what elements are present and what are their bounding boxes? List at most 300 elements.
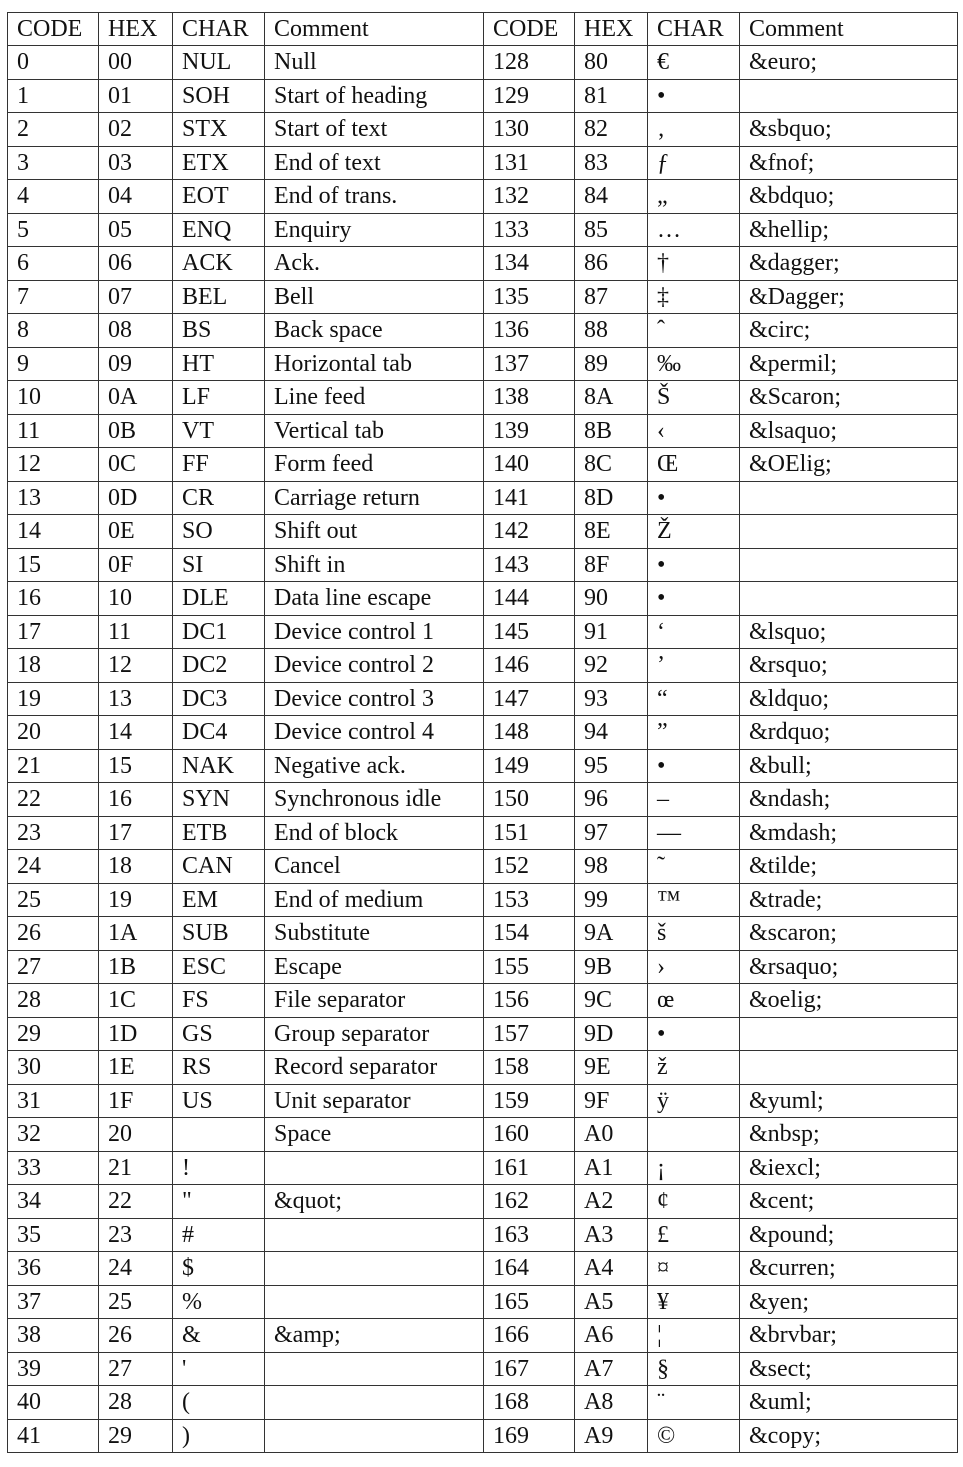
comment-cell: Null: [265, 46, 484, 80]
code-cell-ext: 166: [484, 1319, 575, 1353]
code-cell-ext: 163: [484, 1218, 575, 1252]
char-cell-ext: ›: [648, 950, 740, 984]
char-cell: DLE: [173, 582, 265, 616]
hex-cell-ext: 87: [575, 280, 648, 314]
table-row: [8, 146, 958, 180]
code-cell: 17: [8, 615, 99, 649]
header-comment: Comment: [265, 13, 484, 46]
comment-cell: [265, 1419, 484, 1453]
hex-cell: 0A: [99, 381, 173, 415]
comment-cell-ext: &rsquo;: [740, 649, 958, 683]
char-cell-ext: ¥: [648, 1285, 740, 1319]
hex-cell: 22: [99, 1185, 173, 1219]
code-cell: 15: [8, 548, 99, 582]
comment-cell-ext: &sbquo;: [740, 113, 958, 147]
code-cell-ext: 150: [484, 783, 575, 817]
hex-cell-ext: 9D: [575, 1017, 648, 1051]
comment-cell-ext: &fnof;: [740, 146, 958, 180]
code-cell: 26: [8, 917, 99, 951]
table-row: [8, 213, 958, 247]
code-cell-ext: 167: [484, 1352, 575, 1386]
hex-cell-ext: 8D: [575, 481, 648, 515]
hex-cell-ext: 80: [575, 46, 648, 80]
char-cell: BEL: [173, 280, 265, 314]
char-cell-ext: ¡: [648, 1151, 740, 1185]
hex-cell: 00: [99, 46, 173, 80]
table-row: [8, 481, 958, 515]
hex-cell: 08: [99, 314, 173, 348]
hex-cell: 0D: [99, 481, 173, 515]
code-cell: 41: [8, 1419, 99, 1453]
code-cell: 11: [8, 414, 99, 448]
char-cell: SI: [173, 548, 265, 582]
char-cell-ext: ˆ: [648, 314, 740, 348]
hex-cell: 28: [99, 1386, 173, 1420]
char-cell-ext: Ž: [648, 515, 740, 549]
hex-cell: 06: [99, 247, 173, 281]
hex-cell: 15: [99, 749, 173, 783]
table-row: [8, 280, 958, 314]
char-cell-ext: ¨: [648, 1386, 740, 1420]
hex-cell-ext: 8B: [575, 414, 648, 448]
hex-cell-ext: A8: [575, 1386, 648, 1420]
char-cell-ext: –: [648, 783, 740, 817]
header-comment-ext: Comment: [740, 13, 958, 46]
hex-cell-ext: 92: [575, 649, 648, 683]
comment-cell: Substitute: [265, 917, 484, 951]
comment-cell-ext: &permil;: [740, 347, 958, 381]
code-cell-ext: 155: [484, 950, 575, 984]
char-cell-ext: ¢: [648, 1185, 740, 1219]
char-cell: ): [173, 1419, 265, 1453]
hex-cell: 1F: [99, 1084, 173, 1118]
char-cell-ext: ‘: [648, 615, 740, 649]
table-row: [8, 1084, 958, 1118]
char-cell-ext: Š: [648, 381, 740, 415]
hex-cell: 10: [99, 582, 173, 616]
hex-cell: 14: [99, 716, 173, 750]
table-row: [8, 984, 958, 1018]
char-cell-ext: •: [648, 582, 740, 616]
code-cell: 30: [8, 1051, 99, 1085]
comment-cell: &quot;: [265, 1185, 484, 1219]
code-cell-ext: 137: [484, 347, 575, 381]
hex-cell: 29: [99, 1419, 173, 1453]
comment-cell: Device control 2: [265, 649, 484, 683]
code-cell: 33: [8, 1151, 99, 1185]
hex-cell-ext: A7: [575, 1352, 648, 1386]
hex-cell-ext: 9C: [575, 984, 648, 1018]
char-cell: SOH: [173, 79, 265, 113]
char-cell: FS: [173, 984, 265, 1018]
hex-cell-ext: A9: [575, 1419, 648, 1453]
hex-cell: 04: [99, 180, 173, 214]
char-cell-ext: •: [648, 548, 740, 582]
comment-cell-ext: &brvbar;: [740, 1319, 958, 1353]
hex-cell-ext: 9A: [575, 917, 648, 951]
comment-cell-ext: &scaron;: [740, 917, 958, 951]
hex-cell: 23: [99, 1218, 173, 1252]
code-cell: 37: [8, 1285, 99, 1319]
code-cell-ext: 161: [484, 1151, 575, 1185]
code-cell: 25: [8, 883, 99, 917]
code-cell-ext: 145: [484, 615, 575, 649]
code-cell-ext: 154: [484, 917, 575, 951]
comment-cell-ext: &rdquo;: [740, 716, 958, 750]
comment-cell-ext: [740, 515, 958, 549]
code-cell-ext: 151: [484, 816, 575, 850]
char-cell: SO: [173, 515, 265, 549]
hex-cell-ext: 9F: [575, 1084, 648, 1118]
char-cell: &: [173, 1319, 265, 1353]
hex-cell: 20: [99, 1118, 173, 1152]
comment-cell-ext: &dagger;: [740, 247, 958, 281]
code-cell: 21: [8, 749, 99, 783]
table-row: [8, 1218, 958, 1252]
char-cell: DC4: [173, 716, 265, 750]
comment-cell-ext: &ldquo;: [740, 682, 958, 716]
code-cell: 3: [8, 146, 99, 180]
char-cell: EOT: [173, 180, 265, 214]
table-row: [8, 180, 958, 214]
comment-cell: Data line escape: [265, 582, 484, 616]
code-cell: 23: [8, 816, 99, 850]
table-row: [8, 1419, 958, 1453]
table-row: [8, 1185, 958, 1219]
code-cell: 14: [8, 515, 99, 549]
hex-cell-ext: 84: [575, 180, 648, 214]
code-cell-ext: 164: [484, 1252, 575, 1286]
hex-cell-ext: 83: [575, 146, 648, 180]
table-row: [8, 682, 958, 716]
code-cell: 20: [8, 716, 99, 750]
char-cell-ext: Œ: [648, 448, 740, 482]
comment-cell-ext: &lsquo;: [740, 615, 958, 649]
code-cell: 32: [8, 1118, 99, 1152]
comment-cell-ext: &tilde;: [740, 850, 958, 884]
comment-cell: Start of text: [265, 113, 484, 147]
comment-cell-ext: &pound;: [740, 1218, 958, 1252]
code-cell-ext: 134: [484, 247, 575, 281]
hex-cell: 25: [99, 1285, 173, 1319]
char-cell: FF: [173, 448, 265, 482]
char-cell-ext: ˜: [648, 850, 740, 884]
comment-cell: Synchronous idle: [265, 783, 484, 817]
code-cell-ext: 159: [484, 1084, 575, 1118]
code-cell-ext: 153: [484, 883, 575, 917]
comment-cell: Shift in: [265, 548, 484, 582]
code-cell: 31: [8, 1084, 99, 1118]
hex-cell-ext: 82: [575, 113, 648, 147]
hex-cell-ext: 8E: [575, 515, 648, 549]
code-cell-ext: 156: [484, 984, 575, 1018]
hex-cell-ext: A6: [575, 1319, 648, 1353]
table-body: [8, 46, 958, 1453]
code-cell: 0: [8, 46, 99, 80]
char-cell: GS: [173, 1017, 265, 1051]
code-cell-ext: 129: [484, 79, 575, 113]
char-cell: ": [173, 1185, 265, 1219]
code-cell-ext: 148: [484, 716, 575, 750]
comment-cell-ext: &oelig;: [740, 984, 958, 1018]
char-cell-ext: †: [648, 247, 740, 281]
char-cell: [173, 1118, 265, 1152]
hex-cell: 24: [99, 1252, 173, 1286]
code-cell: 6: [8, 247, 99, 281]
comment-cell: [265, 1252, 484, 1286]
comment-cell: End of medium: [265, 883, 484, 917]
hex-cell-ext: 85: [575, 213, 648, 247]
code-cell: 40: [8, 1386, 99, 1420]
hex-cell-ext: 97: [575, 816, 648, 850]
hex-cell: 17: [99, 816, 173, 850]
comment-cell-ext: &circ;: [740, 314, 958, 348]
code-cell: 18: [8, 649, 99, 683]
comment-cell: Horizontal tab: [265, 347, 484, 381]
hex-cell: 18: [99, 850, 173, 884]
code-cell: 28: [8, 984, 99, 1018]
table-row: [8, 113, 958, 147]
code-cell-ext: 168: [484, 1386, 575, 1420]
code-cell-ext: 141: [484, 481, 575, 515]
char-cell-ext: •: [648, 749, 740, 783]
code-cell-ext: 165: [484, 1285, 575, 1319]
hex-cell-ext: 89: [575, 347, 648, 381]
comment-cell-ext: &euro;: [740, 46, 958, 80]
code-cell-ext: 149: [484, 749, 575, 783]
table-row: [8, 1118, 958, 1152]
table-row: [8, 649, 958, 683]
code-cell-ext: 160: [484, 1118, 575, 1152]
hex-cell-ext: 90: [575, 582, 648, 616]
table-row: [8, 716, 958, 750]
header-char: CHAR: [173, 13, 265, 46]
comment-cell-ext: [740, 1017, 958, 1051]
code-cell: 38: [8, 1319, 99, 1353]
comment-cell-ext: &curren;: [740, 1252, 958, 1286]
code-cell: 8: [8, 314, 99, 348]
char-cell: ESC: [173, 950, 265, 984]
comment-cell: Device control 4: [265, 716, 484, 750]
char-cell: CAN: [173, 850, 265, 884]
code-cell-ext: 135: [484, 280, 575, 314]
comment-cell-ext: &uml;: [740, 1386, 958, 1420]
code-cell: 1: [8, 79, 99, 113]
hex-cell-ext: 88: [575, 314, 648, 348]
char-cell-ext: …: [648, 213, 740, 247]
hex-cell: 1E: [99, 1051, 173, 1085]
char-cell: ETX: [173, 146, 265, 180]
code-cell: 34: [8, 1185, 99, 1219]
char-cell: DC1: [173, 615, 265, 649]
comment-cell: End of trans.: [265, 180, 484, 214]
table-row: [8, 448, 958, 482]
table-row: [8, 1319, 958, 1353]
hex-cell: 26: [99, 1319, 173, 1353]
comment-cell-ext: [740, 548, 958, 582]
hex-cell: 1A: [99, 917, 173, 951]
code-cell: 12: [8, 448, 99, 482]
comment-cell-ext: &hellip;: [740, 213, 958, 247]
char-cell: HT: [173, 347, 265, 381]
char-cell: VT: [173, 414, 265, 448]
comment-cell: Carriage return: [265, 481, 484, 515]
code-cell: 22: [8, 783, 99, 817]
table-row: [8, 850, 958, 884]
hex-cell-ext: 91: [575, 615, 648, 649]
comment-cell-ext: &copy;: [740, 1419, 958, 1453]
code-cell: 9: [8, 347, 99, 381]
table-row: [8, 347, 958, 381]
table-row: [8, 414, 958, 448]
header-code: CODE: [8, 13, 99, 46]
char-cell-ext: ‚: [648, 113, 740, 147]
comment-cell: [265, 1151, 484, 1185]
table-row: [8, 749, 958, 783]
char-cell: BS: [173, 314, 265, 348]
hex-cell-ext: 9B: [575, 950, 648, 984]
char-cell-ext: ž: [648, 1051, 740, 1085]
table-row: [8, 1386, 958, 1420]
hex-cell-ext: A1: [575, 1151, 648, 1185]
comment-cell: Record separator: [265, 1051, 484, 1085]
code-cell: 2: [8, 113, 99, 147]
ascii-code-table: [7, 12, 958, 1453]
hex-cell-ext: A0: [575, 1118, 648, 1152]
table-row: [8, 79, 958, 113]
table-row: [8, 950, 958, 984]
code-cell: 10: [8, 381, 99, 415]
hex-cell-ext: 94: [575, 716, 648, 750]
header-hex-ext: HEX: [575, 13, 648, 46]
comment-cell-ext: &ndash;: [740, 783, 958, 817]
code-cell: 5: [8, 213, 99, 247]
hex-cell-ext: 96: [575, 783, 648, 817]
hex-cell: 01: [99, 79, 173, 113]
comment-cell: Device control 3: [265, 682, 484, 716]
hex-cell-ext: A3: [575, 1218, 648, 1252]
char-cell-ext: ’: [648, 649, 740, 683]
comment-cell: Line feed: [265, 381, 484, 415]
hex-cell: 27: [99, 1352, 173, 1386]
code-cell: 24: [8, 850, 99, 884]
char-cell: $: [173, 1252, 265, 1286]
table-row: [8, 548, 958, 582]
table-row: [8, 1252, 958, 1286]
char-cell-ext: •: [648, 481, 740, 515]
code-cell-ext: 132: [484, 180, 575, 214]
char-cell-ext: ‰: [648, 347, 740, 381]
comment-cell: Ack.: [265, 247, 484, 281]
comment-cell: Form feed: [265, 448, 484, 482]
comment-cell-ext: &sect;: [740, 1352, 958, 1386]
table-row: [8, 1017, 958, 1051]
hex-cell-ext: A2: [575, 1185, 648, 1219]
code-cell-ext: 152: [484, 850, 575, 884]
hex-cell: 03: [99, 146, 173, 180]
code-cell-ext: 136: [484, 314, 575, 348]
char-cell: SUB: [173, 917, 265, 951]
char-cell: #: [173, 1218, 265, 1252]
hex-cell: 02: [99, 113, 173, 147]
char-cell: US: [173, 1084, 265, 1118]
table-row: [8, 1051, 958, 1085]
char-cell: NAK: [173, 749, 265, 783]
char-cell-ext: [648, 1118, 740, 1152]
code-cell-ext: 130: [484, 113, 575, 147]
header-char-ext: CHAR: [648, 13, 740, 46]
hex-cell-ext: 8A: [575, 381, 648, 415]
comment-cell-ext: [740, 1051, 958, 1085]
comment-cell-ext: &lsaquo;: [740, 414, 958, 448]
table-row: [8, 46, 958, 80]
comment-cell: [265, 1352, 484, 1386]
hex-cell: 12: [99, 649, 173, 683]
char-cell-ext: œ: [648, 984, 740, 1018]
char-cell: ': [173, 1352, 265, 1386]
code-cell-ext: 157: [484, 1017, 575, 1051]
char-cell: DC3: [173, 682, 265, 716]
hex-cell: 1B: [99, 950, 173, 984]
char-cell: !: [173, 1151, 265, 1185]
code-cell-ext: 128: [484, 46, 575, 80]
char-cell: STX: [173, 113, 265, 147]
hex-cell: 09: [99, 347, 173, 381]
comment-cell-ext: &yuml;: [740, 1084, 958, 1118]
header-code-ext: CODE: [484, 13, 575, 46]
hex-cell-ext: 98: [575, 850, 648, 884]
table-row: [8, 615, 958, 649]
char-cell-ext: ‹: [648, 414, 740, 448]
table-row: [8, 515, 958, 549]
comment-cell: Start of heading: [265, 79, 484, 113]
comment-cell-ext: &cent;: [740, 1185, 958, 1219]
hex-cell: 07: [99, 280, 173, 314]
hex-cell: 11: [99, 615, 173, 649]
code-cell: 19: [8, 682, 99, 716]
char-cell: %: [173, 1285, 265, 1319]
char-cell: ENQ: [173, 213, 265, 247]
hex-cell: 16: [99, 783, 173, 817]
code-cell: 29: [8, 1017, 99, 1051]
table-row: [8, 381, 958, 415]
code-cell-ext: 139: [484, 414, 575, 448]
table-header-row: [8, 13, 958, 46]
char-cell: CR: [173, 481, 265, 515]
comment-cell-ext: [740, 79, 958, 113]
hex-cell: 0B: [99, 414, 173, 448]
table-row: [8, 247, 958, 281]
hex-cell: 1C: [99, 984, 173, 1018]
comment-cell-ext: &nbsp;: [740, 1118, 958, 1152]
code-cell: 16: [8, 582, 99, 616]
comment-cell: Group separator: [265, 1017, 484, 1051]
comment-cell-ext: &rsaquo;: [740, 950, 958, 984]
comment-cell: End of text: [265, 146, 484, 180]
hex-cell-ext: 86: [575, 247, 648, 281]
table-row: [8, 582, 958, 616]
hex-cell: 0E: [99, 515, 173, 549]
table-row: [8, 1285, 958, 1319]
char-cell-ext: ƒ: [648, 146, 740, 180]
code-cell-ext: 147: [484, 682, 575, 716]
table-row: [8, 883, 958, 917]
comment-cell-ext: &yen;: [740, 1285, 958, 1319]
hex-cell-ext: 8C: [575, 448, 648, 482]
comment-cell: Unit separator: [265, 1084, 484, 1118]
comment-cell: [265, 1386, 484, 1420]
code-cell: 27: [8, 950, 99, 984]
